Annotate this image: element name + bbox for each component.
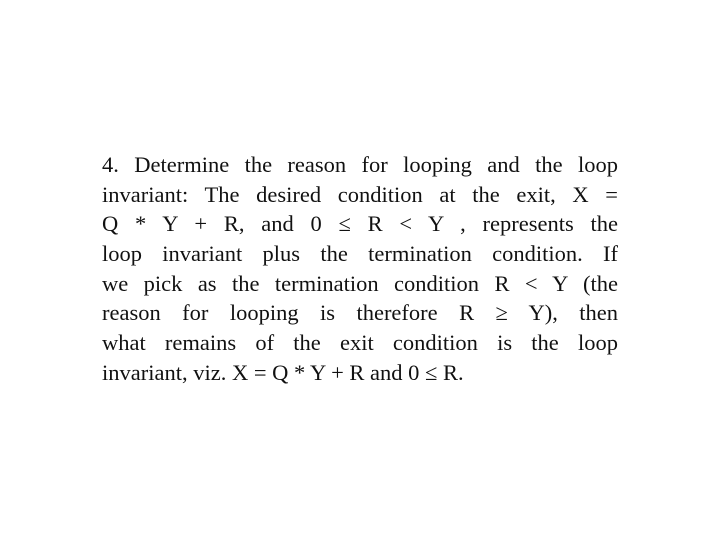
text-line-7: what remains of the exit condition is the loop [102, 330, 618, 356]
text-line-3: Q * Y + R, and 0 ≤ R < Y , represents the [102, 211, 618, 237]
text-line-5: we pick as the termination condition R < Y (the [102, 270, 618, 296]
text-line-8: invariant, viz. X = Q * Y + R and 0 ≤ R. [102, 359, 464, 385]
text-line-2: invariant: The desired condition at the exit, X = [102, 181, 618, 207]
text-line-4: loop invariant plus the termination condition. If [102, 241, 618, 267]
paragraph-step-4 [102, 150, 618, 388]
text-line-6: reason for looping is therefore R ≥ Y), then [102, 300, 618, 326]
text-line-1: 4. Determine the reason for looping and the loop [102, 152, 618, 177]
